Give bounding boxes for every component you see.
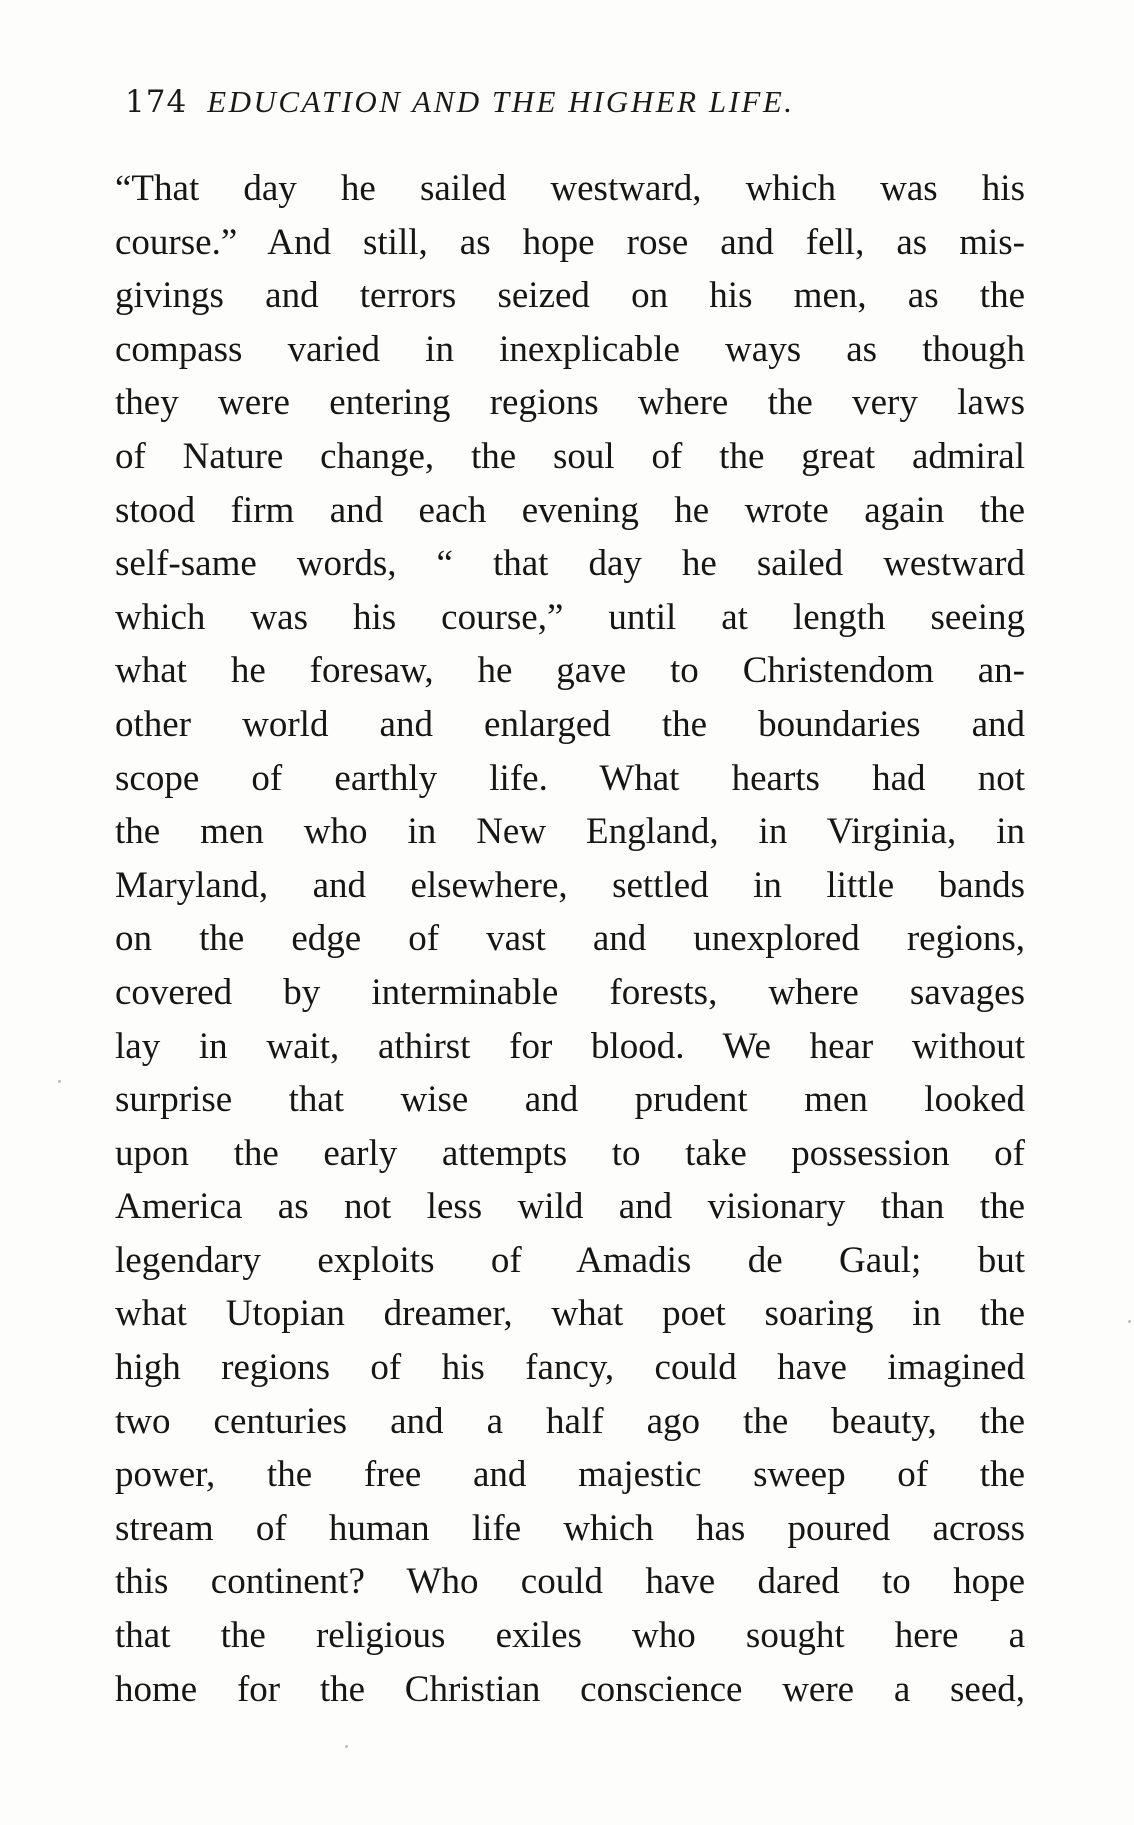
running-head — [125, 84, 985, 124]
paper-speck — [345, 1745, 348, 1748]
text-line: this continent? Who could have dared to hope — [115, 1561, 1025, 1603]
text-line: stood firm and each evening he wrote again the — [115, 489, 1025, 531]
text-line: covered by interminable forests, where savages — [115, 971, 1025, 1013]
text-line: high regions of his fancy, could have imagined — [115, 1347, 1025, 1389]
text-line: of Nature change, the soul of the great admiral — [115, 435, 1025, 477]
text-line: surprise that wise and prudent men looked — [115, 1079, 1025, 1121]
text-line: on the edge of vast and unexplored regions, — [115, 918, 1025, 960]
text-line: other world and enlarged the boundaries and — [115, 703, 1025, 745]
text-line: Maryland, and elsewhere, settled in little bands — [115, 864, 1025, 906]
text-line: what he foresaw, he gave to Christendom an- — [115, 650, 1025, 692]
text-line: givings and terrors seized on his men, as the — [115, 275, 1025, 317]
paper-speck — [58, 1080, 61, 1083]
text-line: stream of human life which has poured across — [115, 1507, 1025, 1549]
text-line: what Utopian dreamer, what poet soaring in the — [115, 1293, 1025, 1335]
page-number: 174 — [125, 84, 188, 120]
text-line: power, the free and majestic sweep of the — [115, 1454, 1025, 1496]
text-line: America as not less wild and visionary than the — [115, 1186, 1025, 1228]
text-line: home for the Christian conscience were a seed, — [115, 1668, 1025, 1710]
text-line: compass varied in inexplicable ways as though — [115, 328, 1025, 370]
text-line: that the religious exiles who sought here a — [115, 1615, 1025, 1657]
text-line: lay in wait, athirst for blood. We hear without — [115, 1025, 1025, 1067]
text-line: they were entering regions where the very laws — [115, 382, 1025, 424]
paper-speck — [1128, 1320, 1131, 1323]
body-text — [115, 162, 1025, 1716]
text-line: upon the early attempts to take possession of — [115, 1132, 1025, 1174]
text-line: course.” And still, as hope rose and fell, as mis- — [115, 221, 1025, 263]
text-line: scope of earthly life. What hearts had not — [115, 757, 1025, 799]
text-line: legendary exploits of Amadis de Gaul; but — [115, 1239, 1025, 1281]
running-title: EDUCATION AND THE HIGHER LIFE. — [207, 84, 795, 119]
text-line: “That day he sailed westward, which was his — [115, 168, 1025, 209]
text-line: the men who in New England, in Virginia, in — [115, 811, 1025, 853]
text-line: which was his course,” until at length seeing — [115, 596, 1025, 638]
text-line: self-same words, “ that day he sailed westward — [115, 543, 1025, 585]
text-line: two centuries and a half ago the beauty, the — [115, 1400, 1025, 1442]
